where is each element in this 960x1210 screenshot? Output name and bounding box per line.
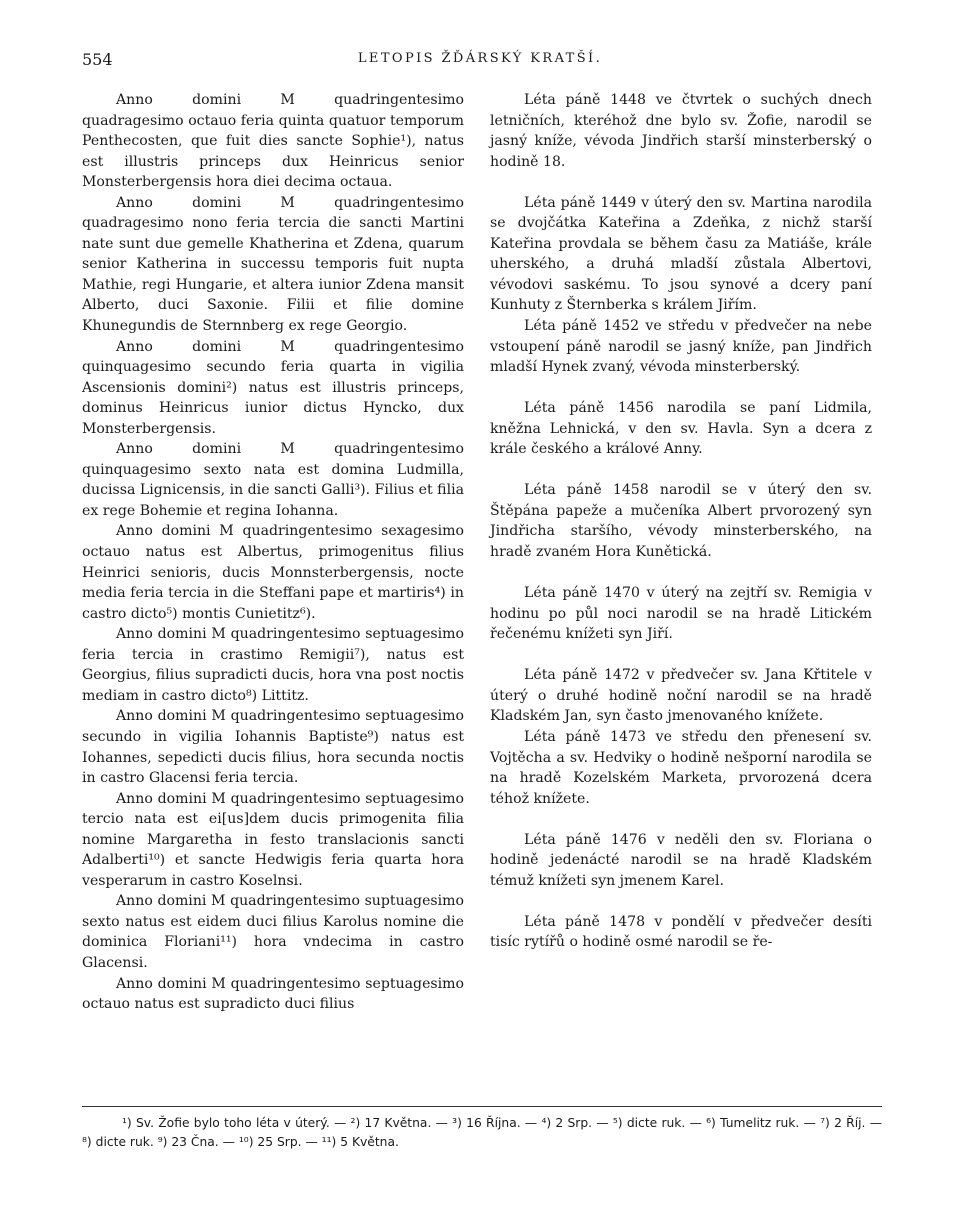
page-header — [82, 50, 878, 72]
latin-entry-1478: Anno domini M quadringentesimo septuagesimo octauo natus est supradicto duci filius — [82, 975, 464, 1013]
czech-entry-1452: Léta páně 1452 ve středu v předvečer na nebe vstoupení páně narodil se jasný kníže, pan Jindřich mladší Hynek zvaný, vévoda minsterberský. — [490, 318, 872, 376]
latin-entry-1473: Anno domini M quadringentesimo septuagesimo tercio nata est ei[us]dem ducis primogenita filia nomine Margaretha in festo translacionis sancti Adalberti¹⁰) et sancte Hedwigis feria quarta hora vesperarum in castro Koselnsi. — [82, 790, 464, 889]
spacer — [490, 563, 872, 584]
footnote-divider — [82, 1106, 882, 1107]
two-column-body — [82, 90, 882, 1095]
latin-entry-1468: Anno domini M quadringentesimo sexagesimo octauo natus est Albertus, primogenitus filius Heinrici senioris, ducis Monnsterbergensis, nocte media feria tercia in die Steffani pape et martiris⁴) in castro dicto⁵) montis Cunietitz⁶). — [82, 523, 464, 622]
latin-entry-1472: Anno domini M quadringentesimo septuagesimo secundo in vigilia Iohannis Baptiste⁹) natus est Iohannes, sepedicti ducis filius, hora secunda noctis in castro Glacensi feria tercia. — [82, 708, 464, 787]
latin-entry-1448: Anno domini M quadringentesimo quadragesimo octauo feria quinta quatuor temporum Penthecosten, que fuit dies sancte Sophie¹), natus est illustris princeps dux Heinricus senior Monsterbergensis hora diei decima octaua. — [82, 92, 464, 191]
page-number: 554 — [82, 50, 113, 69]
spacer — [490, 891, 872, 912]
spacer — [490, 172, 872, 193]
spacer — [490, 809, 872, 830]
czech-entry-1476: Léta páně 1476 v neděli den sv. Floriana o hodině jedenácté narodil se na hradě Kladském témuž knížeti syn jmenem Karel. — [490, 831, 872, 889]
latin-entry-1452: Anno domini M quadringentesimo quinquagesimo secundo feria quarta in vigilia Ascensionis domini²) natus est illustris princeps, dominus Heinricus iunior dictus Hyncko, dux Monsterbergensis. — [82, 338, 464, 437]
footnote-text: ¹) Sv. Žofie bylo toho léta v úterý. — ²) 17 Května. — ³) 16 Října. — ⁴) 2 Srp. — ⁵) dicte ruk. — ⁶) Tumelitz ruk. — ⁷) 2 Říj. — ⁸) dicte ruk. ⁹) 23 Čna. — ¹⁰) 25 Srp. — ¹¹) 5 Května. — [82, 1116, 882, 1149]
latin-entry-1456: Anno domini M quadringentesimo quinquagesimo sexto nata est domina Ludmilla, ducissa Lignicensis, in die sancti Galli³). Filius et filia ex rege Bohemie et regina Iohanna. — [82, 441, 464, 519]
czech-column — [490, 90, 872, 953]
czech-entry-1458: Léta páně 1458 narodil se v úterý den sv. Štěpána papeže a mučeníka Albert prvorozený syn Jindřicha staršího, vévody minsterberského, na hradě zvaném Hora Kunětická. — [490, 482, 872, 561]
latin-entry-1470: Anno domini M quadringentesimo septuagesimo feria tercia in crastimo Remigii⁷), natus est Georgius, filius supradicti ducis, hora vna post noctis mediam in castro dicto⁸) Littitz. — [82, 626, 464, 704]
czech-entry-1472: Léta páně 1472 v předvečer sv. Jana Křtitele v úterý o druhé hodině noční narodil se na hradě Kladském Jan, syn často jmenovaného knížete. — [490, 667, 872, 725]
czech-entry-1456: Léta páně 1456 narodila se paní Lidmila, kněžna Lehnická, v den sv. Havla. Syn a dcera z krále českého a králové Anny. — [490, 400, 872, 458]
spacer — [490, 460, 872, 481]
latin-column — [82, 90, 464, 1015]
latin-entry-1476: Anno domini M quadringentesimo suptuagesimo sexto natus est eidem duci filius Karolus nomine die dominica Floriani¹¹) hora vndecima in castro Glacensi. — [82, 893, 464, 971]
czech-entry-1449: Léta páně 1449 v úterý den sv. Martina narodila se dvojčátka Kateřina a Zdeňka, z nichž starší Kateřina provdala se během času za Matiáše, krále uherského, a druhá mladší zůstala Albertovi, vévodovi saskému. To jsou synové a dcery paní Kunhuty z Šternberka s králem Jiřím. — [490, 194, 872, 314]
spacer — [490, 645, 872, 666]
czech-entry-1470: Léta páně 1470 v úterý na zejtří sv. Remigia v hodinu po půl noci narodil se na hradě Litickém řečenému knížeti syn Jiří. — [490, 585, 872, 643]
latin-entry-1449: Anno domini M quadringentesimo quadragesimo nono feria tercia die sancti Martini nate sunt due gemelle Khatherina et Zdena, quarum senior Katherina in successu temporis fuit nupta Mathie, regi Hungarie, et altera iunior Zdena mansit Alberto, duci Saxonie. Filii et filie domine Khunegundis de Sternnberg ex rege Georgio. — [82, 194, 464, 335]
czech-entry-1448: Léta páně 1448 ve čtvrtek o suchých dnech letničních, kteréhož dne bylo sv. Žofie, narodil se jasný kníže, vévoda Jindřich starší minsterberský o hodině 18. — [490, 92, 872, 170]
spacer — [490, 378, 872, 399]
czech-entry-1473: Léta páně 1473 ve středu den přenesení sv. Vojtěcha a sv. Hedviky o hodině nešporní narodila se na hradě Kozelském Marketa, prvorozená dcera téhož knížete. — [490, 728, 872, 807]
footnotes — [82, 1114, 882, 1152]
czech-entry-1478: Léta páně 1478 v pondělí v předvečer desíti tisíc rytířů o hodině osmé narodil se ře- — [490, 913, 872, 951]
running-title: LETOPIS ŽĎÁRSKÝ KRATŠÍ. — [357, 51, 603, 66]
